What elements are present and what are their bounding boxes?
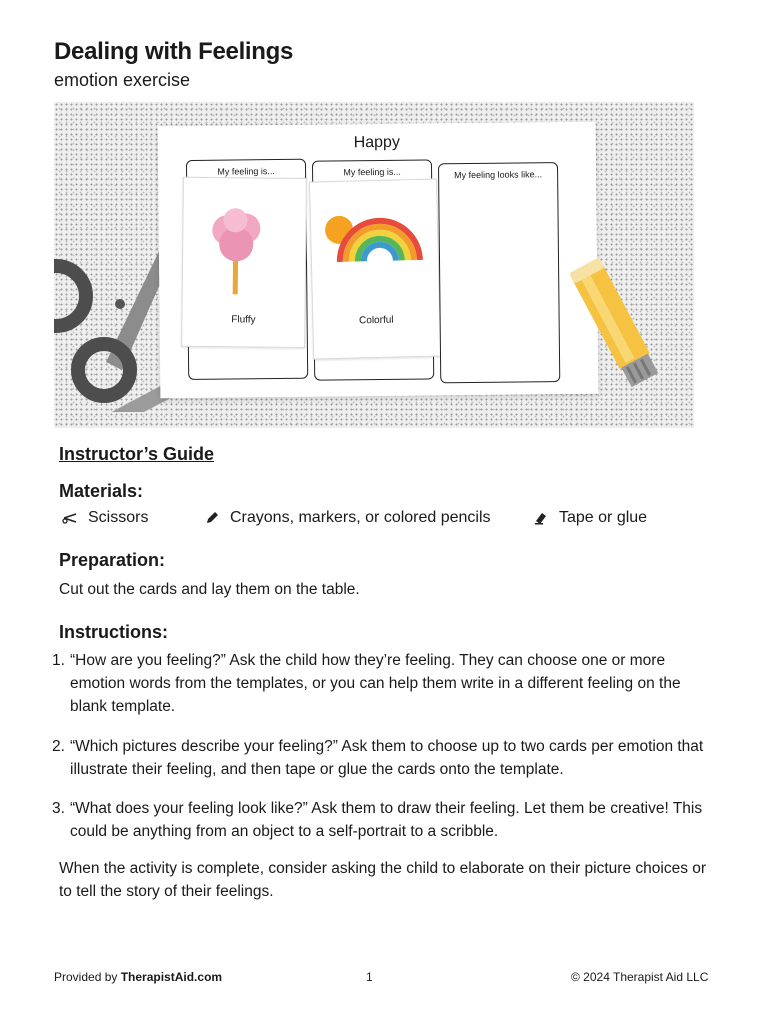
step-number: 3. bbox=[52, 800, 65, 817]
preparation-heading: Preparation: bbox=[59, 550, 166, 570]
glue-stick-icon bbox=[564, 252, 674, 402]
footer-site-link[interactable]: TherapistAid.com bbox=[120, 970, 223, 984]
page-subtitle: emotion exercise bbox=[54, 70, 191, 90]
step-text: “What does your feeling look like?” Ask them to draw their feeling. Let them be creative! This could be anything from an object to a self-portrait to a scribble. bbox=[70, 800, 703, 840]
material-label: Tape or glue bbox=[559, 509, 648, 526]
scissors-icon bbox=[62, 510, 78, 526]
step-text: “Which pictures describe your feeling?” Ask them to choose up to two cards per emotion that illustrate their feeling, and then tape or glue the cards onto the template. bbox=[70, 738, 704, 778]
material-item bbox=[62, 509, 148, 527]
step-number: 2. bbox=[52, 738, 65, 755]
instructors-guide-heading: Instructor’s Guide bbox=[59, 444, 215, 464]
step-number: 1. bbox=[52, 652, 65, 669]
step-text: “How are you feeling?” Ask the child how they’re feeling. They can choose one or more emotion words from the templates, or you can help them write in a different feeling on the blank template. bbox=[70, 652, 681, 715]
card-heading: My feeling is... bbox=[217, 166, 275, 177]
rainbow-icon bbox=[321, 206, 426, 265]
material-label: Scissors bbox=[88, 509, 149, 526]
cotton-candy-icon bbox=[205, 206, 268, 297]
preparation-text: Cut out the cards and lay them on the table. bbox=[59, 581, 360, 598]
footer-copyright: © 2024 Therapist Aid LLC bbox=[571, 970, 709, 984]
pasted-picture-card bbox=[309, 178, 441, 359]
pasted-picture-card bbox=[181, 177, 307, 348]
card-caption: Fluffy bbox=[231, 314, 256, 326]
card-caption: Colorful bbox=[358, 314, 394, 327]
footer-provided-by bbox=[54, 970, 222, 984]
footer-provided-label: Provided by bbox=[54, 970, 118, 984]
page-title: Dealing with Feelings bbox=[54, 38, 294, 65]
page-number: 1 bbox=[366, 970, 373, 984]
materials-heading: Materials: bbox=[59, 481, 144, 501]
material-item bbox=[204, 509, 491, 527]
card-heading: My feeling looks like... bbox=[454, 169, 543, 181]
glue-icon bbox=[533, 510, 549, 526]
material-label: Crayons, markers, or colored pencils bbox=[230, 509, 491, 526]
template-card bbox=[438, 162, 560, 383]
card-heading: My feeling is... bbox=[343, 166, 401, 178]
sheet-title: Happy bbox=[353, 133, 400, 152]
closing-text: When the activity is complete, consider asking the child to elaborate on their picture choices or to tell the story of their feelings. bbox=[59, 860, 707, 900]
pencil-icon bbox=[204, 510, 220, 526]
template-sheet bbox=[158, 122, 599, 399]
activity-illustration bbox=[54, 102, 694, 428]
material-item bbox=[533, 509, 647, 527]
instructions-heading: Instructions: bbox=[59, 622, 169, 642]
